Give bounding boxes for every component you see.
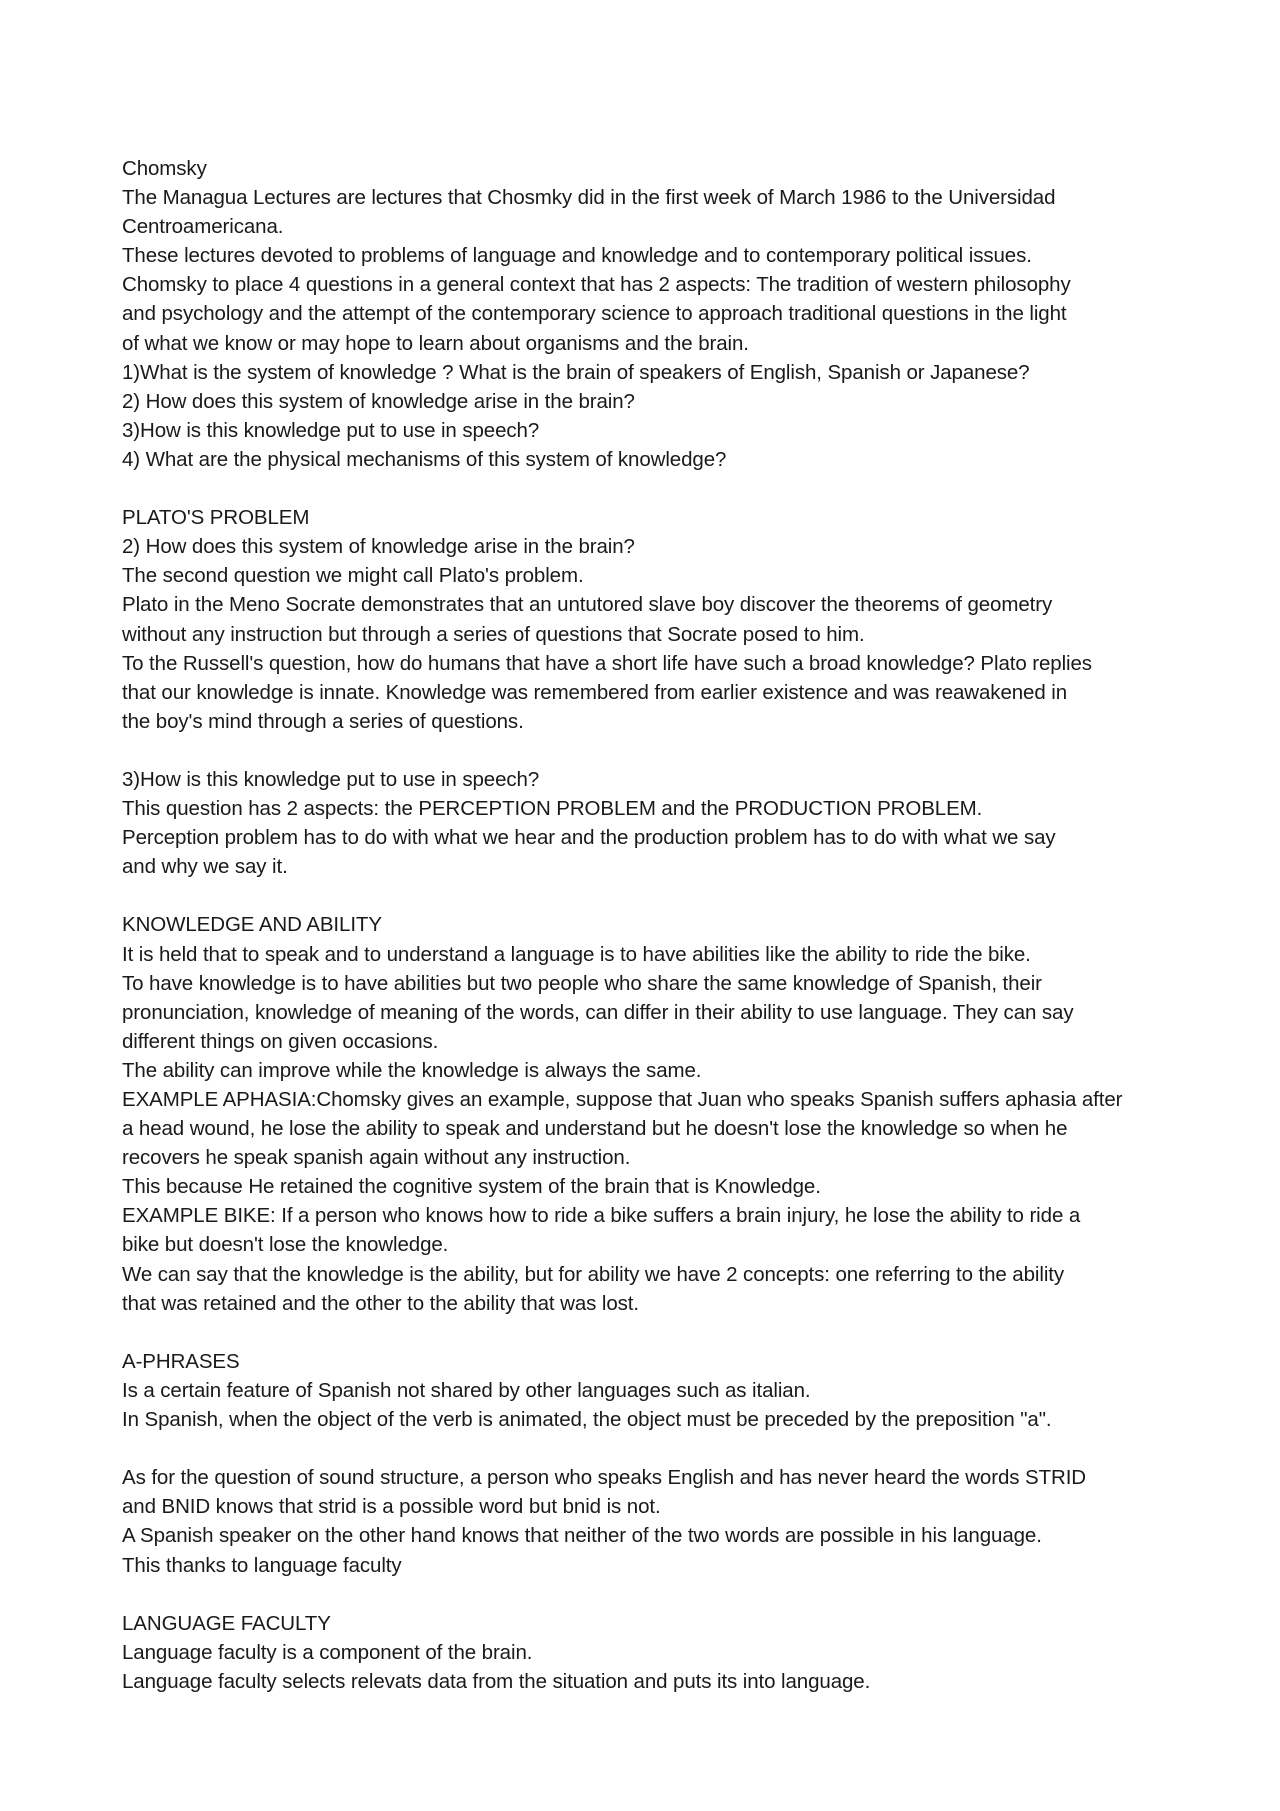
section-heading: LANGUAGE FACULTY [122, 1611, 331, 1635]
text-line: Is a certain feature of Spanish not shared by other languages such as italian. [122, 1378, 811, 1402]
text-line: 2) How does this system of knowledge arise in the brain? [122, 535, 635, 559]
text-line: This because He retained the cognitive system of the brain that is Knowledge. [122, 1175, 821, 1199]
text-line: This question has 2 aspects: the PERCEPTION PROBLEM and the PRODUCTION PROBLEM. [122, 797, 983, 821]
text-line: EXAMPLE BIKE: If a person who knows how to ride a bike suffers a brain injury, he lose the ability to ride a [122, 1204, 1081, 1228]
paragraph-gap [122, 881, 1182, 910]
question-line: 4) What are the physical mechanisms of this system of knowledge? [122, 447, 727, 471]
paragraph-gap [122, 1434, 1182, 1463]
text-line: The ability can improve while the knowledge is always the same. [122, 1058, 702, 1082]
text-line: and psychology and the attempt of the contemporary science to approach traditional questions in the light [122, 302, 1067, 326]
text-line: Perception problem has to do with what we hear and the production problem has to do with what we say [122, 826, 1056, 850]
text-line: bike but doesn't lose the knowledge. [122, 1233, 449, 1257]
question-line: 3)How is this knowledge put to use in speech? [122, 418, 540, 442]
text-line: different things on given occasions. [122, 1029, 439, 1053]
text-line: The second question we might call Plato's problem. [122, 564, 584, 588]
text-line: pronunciation, knowledge of meaning of the words, can differ in their ability to use language. They can say [122, 1000, 1074, 1024]
text-line: Centroamericana. [122, 215, 284, 239]
section-heading: PLATO'S PROBLEM [122, 506, 310, 530]
text-line: These lectures devoted to problems of language and knowledge and to contemporary political issues. [122, 244, 1032, 268]
section-sound-structure [122, 1463, 1182, 1579]
document-title: Chomsky [122, 157, 207, 180]
text-line: of what we know or may hope to learn about organisms and the brain. [122, 331, 749, 355]
section-platos-problem [122, 503, 1182, 736]
question-line: 2) How does this system of knowledge arise in the brain? [122, 389, 635, 413]
section-heading: KNOWLEDGE AND ABILITY [122, 913, 382, 937]
paragraph-gap [122, 1318, 1182, 1347]
paragraph-gap [122, 1580, 1182, 1609]
text-line: Language faculty is a component of the brain. [122, 1640, 533, 1664]
text-line: Chomsky to place 4 questions in a general context that has 2 aspects: The tradition of western philosophy [122, 273, 1071, 297]
text-line: EXAMPLE APHASIA:Chomsky gives an example, suppose that Juan who speaks Spanish suffers aphasia after [122, 1088, 1123, 1111]
section-language-faculty [122, 1609, 1182, 1696]
text-line: that was retained and the other to the ability that was lost. [122, 1291, 639, 1315]
text-line: The Managua Lectures are lectures that Chosmky did in the first week of March 1986 to the Universidad [122, 186, 1056, 210]
text-line: To have knowledge is to have abilities but two people who share the same knowledge of Spanish, their [122, 971, 1042, 995]
text-line: A Spanish speaker on the other hand knows that neither of the two words are possible in his language. [122, 1524, 1042, 1548]
text-line: In Spanish, when the object of the verb is animated, the object must be preceded by the preposition "a". [122, 1408, 1052, 1432]
section-heading: 3)How is this knowledge put to use in speech? [122, 767, 540, 791]
section-a-phrases [122, 1347, 1182, 1434]
question-line: 1)What is the system of knowledge ? What is the brain of speakers of English, Spanish or Japanese? [122, 360, 1030, 384]
text-line: As for the question of sound structure, a person who speaks English and has never heard the words STRID [122, 1466, 1086, 1490]
paragraph-gap [122, 736, 1182, 765]
text-line: that our knowledge is innate. Knowledge was remembered from earlier existence and was reawakened in [122, 680, 1068, 704]
section-knowledge-ability [122, 910, 1182, 1317]
document-body [122, 154, 1182, 1696]
text-line: and BNID knows that strid is a possible word but bnid is not. [122, 1495, 661, 1519]
section-intro [122, 154, 1182, 474]
text-line: This thanks to language faculty [122, 1553, 402, 1577]
text-line: It is held that to speak and to understand a language is to have abilities like the ability to ride the bike. [122, 942, 1031, 966]
text-line: the boy's mind through a series of questions. [122, 709, 524, 733]
text-line: Plato in the Meno Socrate demonstrates that an untutored slave boy discover the theorems of geometry [122, 593, 1053, 617]
section-speech [122, 765, 1182, 881]
text-line: a head wound, he lose the ability to speak and understand but he doesn't lose the knowledge so when he [122, 1117, 1068, 1141]
text-line: without any instruction but through a series of questions that Socrate posed to him. [122, 622, 865, 646]
text-line: and why we say it. [122, 855, 288, 879]
text-line: recovers he speak spanish again without any instruction. [122, 1146, 631, 1170]
text-line: Language faculty selects relevats data from the situation and puts its into language. [122, 1669, 871, 1693]
text-line: We can say that the knowledge is the ability, but for ability we have 2 concepts: one referring to the ability [122, 1262, 1065, 1286]
paragraph-gap [122, 474, 1182, 503]
section-heading: A-PHRASES [122, 1349, 240, 1373]
text-line: To the Russell's question, how do humans that have a short life have such a broad knowledge? Plato replies [122, 651, 1092, 675]
